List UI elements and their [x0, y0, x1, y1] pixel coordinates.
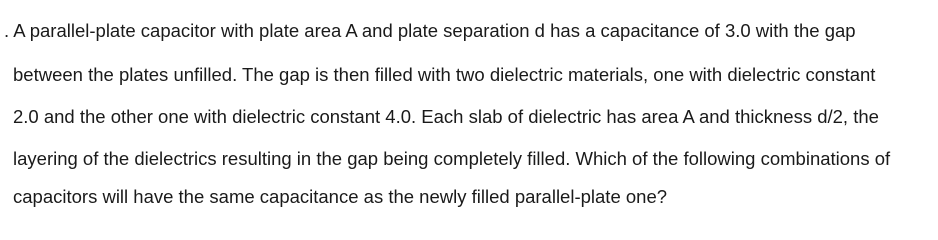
question-line-4: layering of the dielectrics resulting in the gap being completely filled. Which of the following combinations of: [13, 148, 891, 169]
question-line-2: between the plates unfilled. The gap is then filled with two dielectric materials, one with dielectric constant: [13, 64, 876, 85]
question-line-3: 2.0 and the other one with dielectric constant 4.0. Each slab of dielectric has area A and thickness d/2, the: [13, 106, 879, 127]
question-line-5: capacitors will have the same capacitance as the newly filled parallel-plate one?: [13, 186, 668, 207]
question-line-1: . A parallel-plate capacitor with plate area A and plate separation d has a capacitance of 3.0 with the gap: [4, 20, 856, 41]
